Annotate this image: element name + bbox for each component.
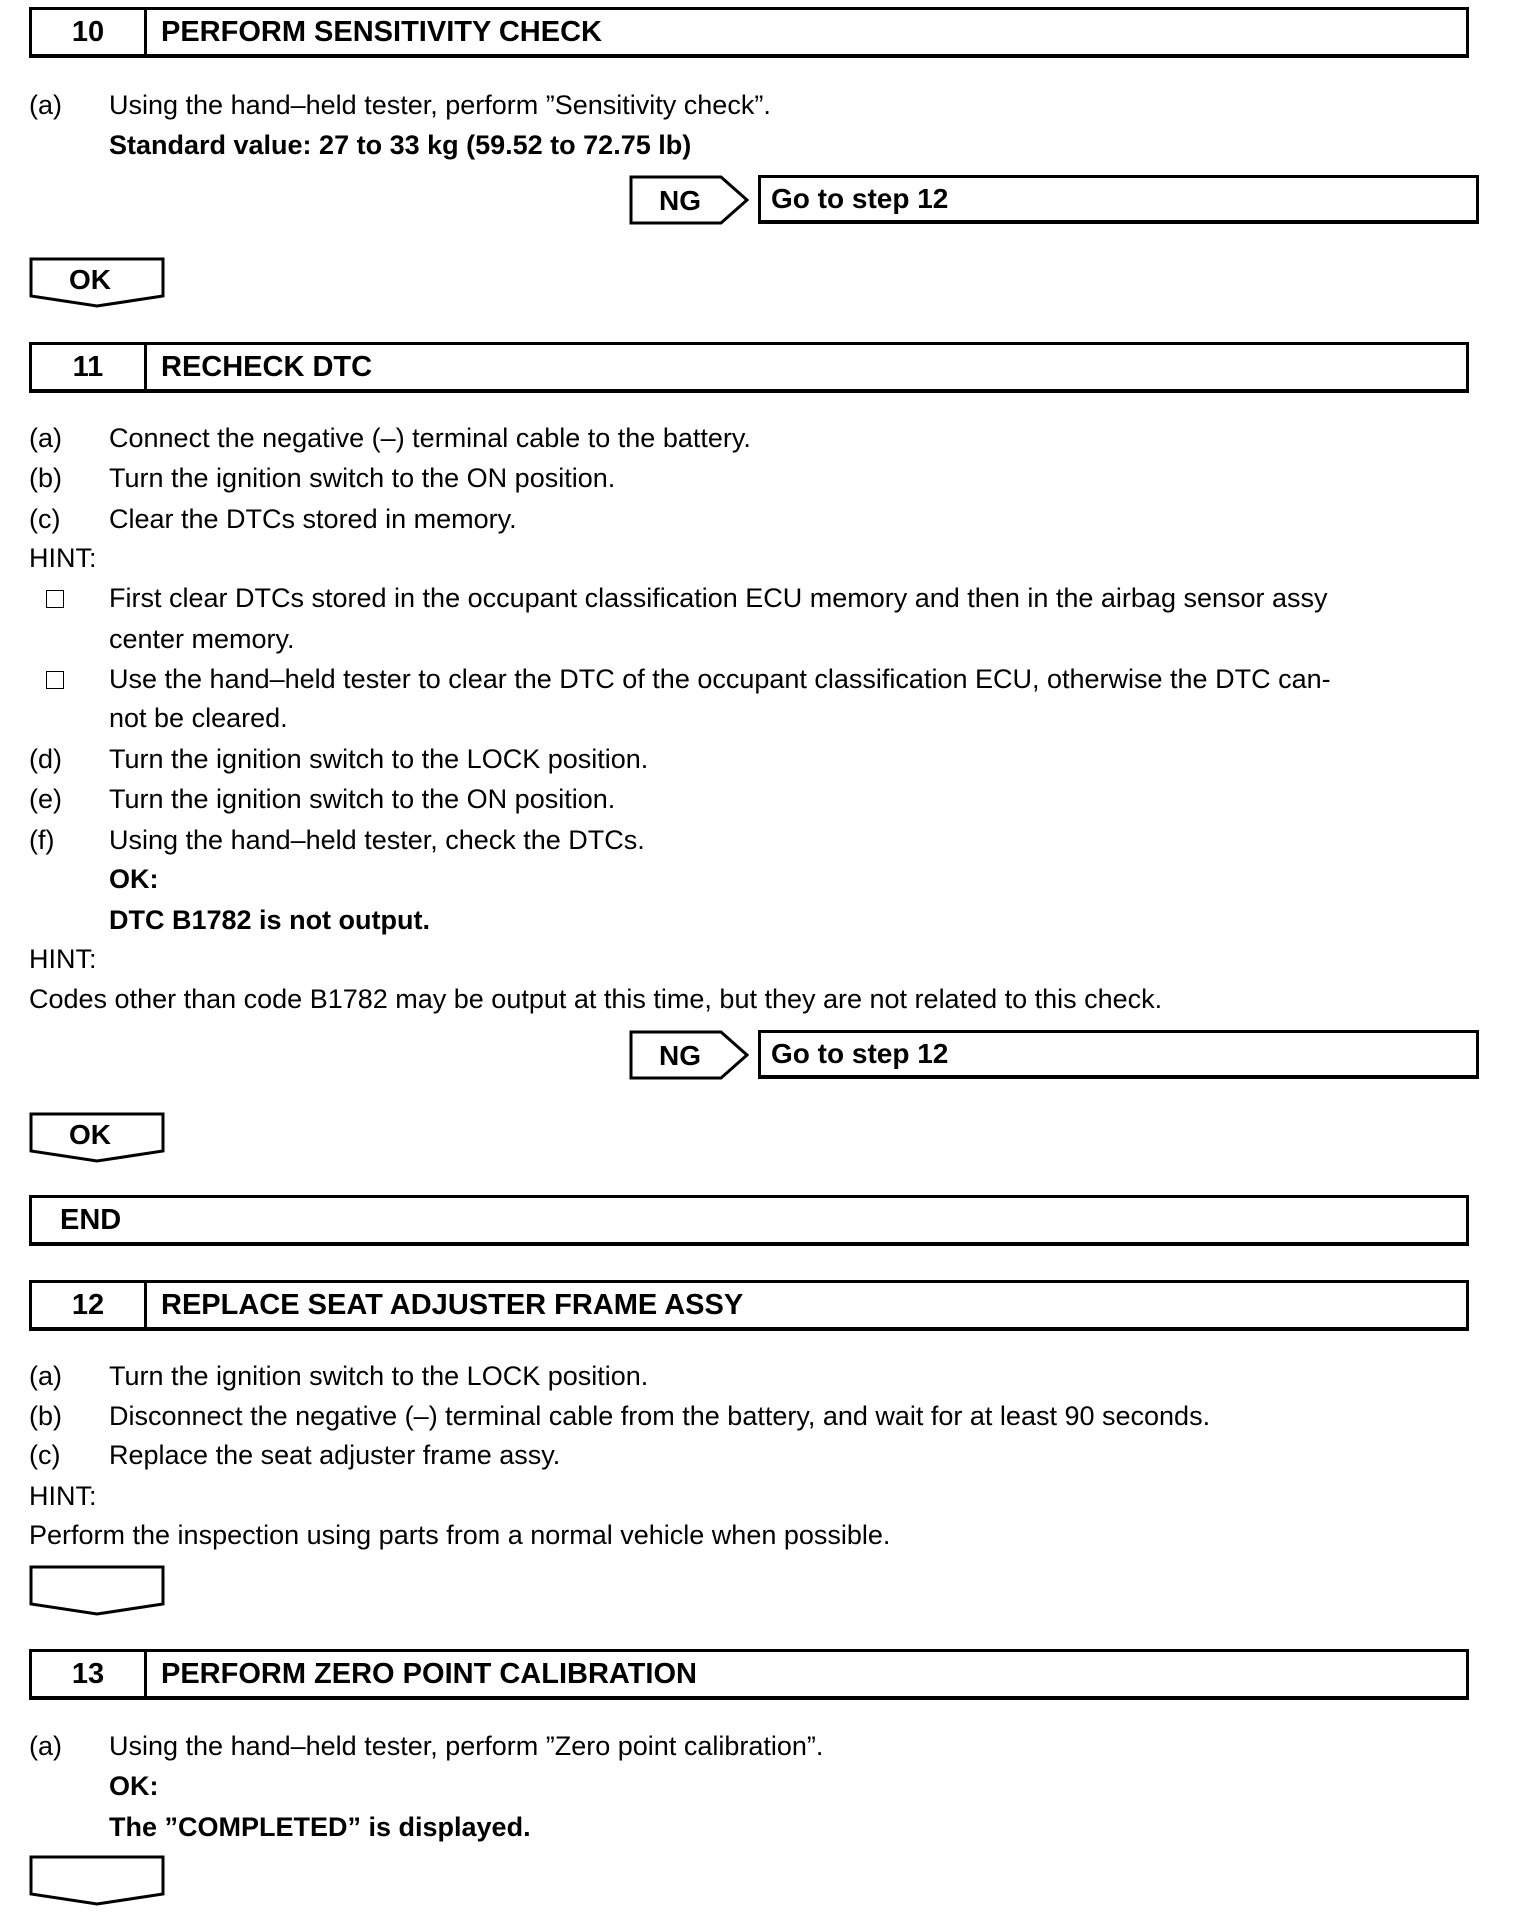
hint-label: HINT: — [29, 543, 97, 573]
end-box — [29, 1195, 1469, 1246]
ng-arrow — [629, 1030, 749, 1080]
item-text: Using the hand–held tester, check the DTCs. — [109, 825, 645, 855]
bullet-text: Use the hand–held tester to clear the DTC of the occupant classification ECU, otherwise the DTC can- — [109, 664, 1331, 694]
item-text: Connect the negative (–) terminal cable to the battery. — [109, 423, 751, 453]
item-text: Turn the ignition switch to the LOCK position. — [109, 1361, 649, 1391]
standard-value: Standard value: 27 to 33 kg (59.52 to 72.75 lb) — [109, 130, 692, 160]
item-text: Turn the ignition switch to the ON position. — [109, 784, 616, 814]
item-label: (a) — [29, 1361, 62, 1391]
ok-criteria-label: OK: — [109, 1771, 159, 1801]
step-11-header — [29, 342, 1469, 393]
ng-label: NG — [659, 1040, 701, 1071]
step-number: 13 — [32, 1652, 147, 1696]
item-text: Disconnect the negative (–) terminal cable from the battery, and wait for at least 90 seconds. — [109, 1401, 1211, 1431]
ok-criteria-text: DTC B1782 is not output. — [109, 905, 431, 935]
step-13-header — [29, 1649, 1469, 1700]
step-title: PERFORM SENSITIVITY CHECK — [161, 15, 602, 48]
hint-text: Perform the inspection using parts from a normal vehicle when possible. — [29, 1520, 891, 1550]
hint-text: Codes other than code B1782 may be output at this time, but they are not related to this check. — [29, 984, 1163, 1014]
item-label: (a) — [29, 90, 62, 120]
step-number: 10 — [32, 10, 147, 54]
ok-arrow — [29, 1111, 165, 1163]
hint-label: HINT: — [29, 944, 97, 974]
ok-criteria-label: OK: — [109, 864, 159, 894]
ng-label: NG — [659, 185, 701, 216]
item-text: Replace the seat adjuster frame assy. — [109, 1440, 561, 1470]
goto-step-link[interactable]: Go to step 12 — [758, 1030, 1479, 1079]
next-arrow — [29, 1564, 165, 1616]
step-title: REPLACE SEAT ADJUSTER FRAME ASSY — [161, 1288, 744, 1321]
ok-label: OK — [69, 1119, 111, 1150]
ok-criteria-text: The ”COMPLETED” is displayed. — [109, 1812, 531, 1842]
step-title: PERFORM ZERO POINT CALIBRATION — [161, 1657, 697, 1690]
bullet-box-icon — [46, 590, 64, 608]
item-label: (a) — [29, 423, 62, 453]
item-text: Clear the DTCs stored in memory. — [109, 504, 517, 534]
bullet-text: not be cleared. — [109, 703, 288, 733]
bullet-box-icon — [46, 671, 64, 689]
item-label: (f) — [29, 825, 55, 855]
step-12-header — [29, 1280, 1469, 1331]
item-label: (c) — [29, 504, 61, 534]
bullet-text: center memory. — [109, 624, 295, 654]
ok-arrow — [29, 256, 165, 308]
step-number: 12 — [32, 1283, 147, 1327]
item-label: (c) — [29, 1440, 61, 1470]
item-text: Turn the ignition switch to the ON position. — [109, 463, 616, 493]
bullet-text: First clear DTCs stored in the occupant classification ECU memory and then in the airbag sensor assy — [109, 583, 1328, 613]
hint-label: HINT: — [29, 1481, 97, 1511]
item-label: (b) — [29, 463, 62, 493]
end-label: END — [60, 1203, 122, 1236]
item-text: Using the hand–held tester, perform ”Sensitivity check”. — [109, 90, 771, 120]
step-title: RECHECK DTC — [161, 350, 373, 383]
item-label: (a) — [29, 1731, 62, 1761]
item-label: (b) — [29, 1401, 62, 1431]
item-text: Turn the ignition switch to the LOCK position. — [109, 744, 649, 774]
goto-step-link[interactable]: Go to step 12 — [758, 175, 1479, 224]
next-arrow — [29, 1854, 165, 1906]
item-label: (d) — [29, 744, 62, 774]
ok-label: OK — [69, 264, 111, 295]
step-10-header — [29, 7, 1469, 58]
item-text: Using the hand–held tester, perform ”Zero point calibration”. — [109, 1731, 824, 1761]
step-number: 11 — [32, 345, 147, 389]
ng-arrow — [629, 175, 749, 225]
item-label: (e) — [29, 784, 62, 814]
